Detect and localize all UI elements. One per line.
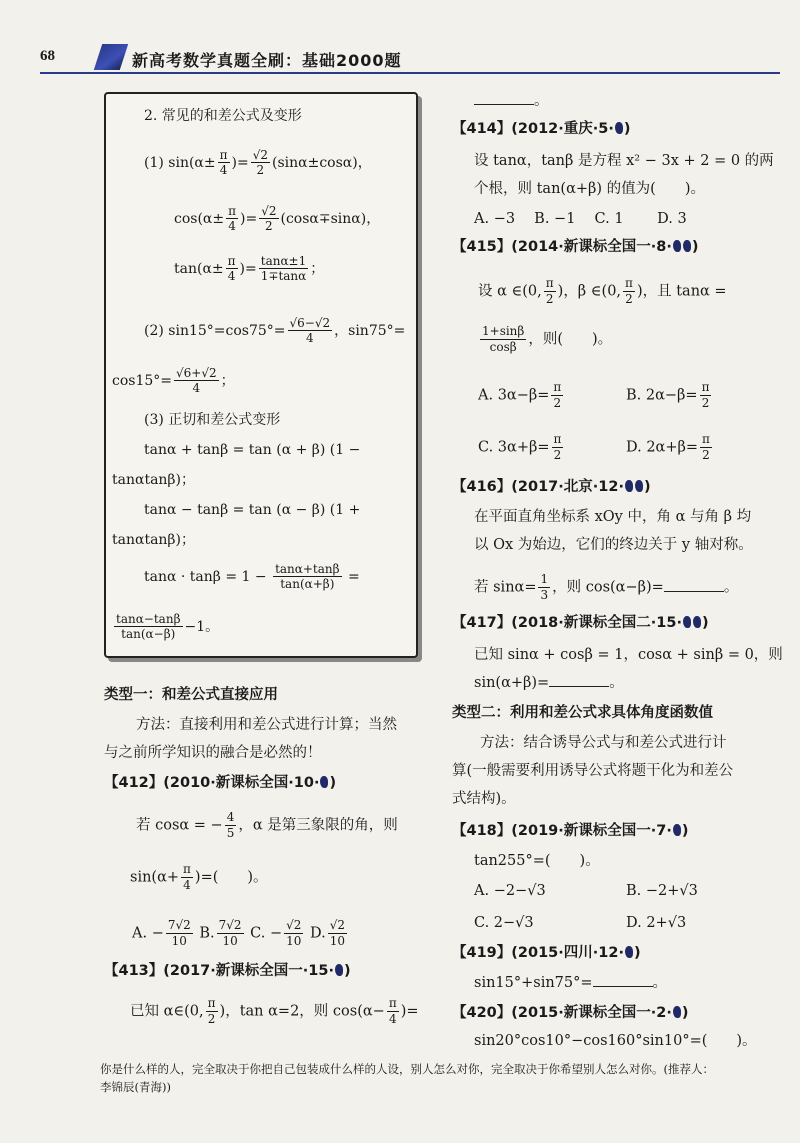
q413-head: 【413】(2017·新课标全国一·15· ) [104,963,351,979]
q415-head: 【415】(2014·新课标全国一·8· ) [452,239,699,255]
q419-head: 【419】(2015·四川·12· ) [452,945,641,961]
page-number: 68 [40,48,55,64]
difficulty-pepper-icon [625,480,633,492]
formula-tan-diff-b: tanαtanβ)； [112,532,195,548]
q412-stem-1: 若 cosα = − $\frac{4}{5}$ ，α 是第三象限的角，则 [136,810,398,840]
type2-title: 类型二：利用和差公式求具体角度函数值 [452,705,713,721]
type2-method-1: 方法：结合诱导公式与和差公式进行计 [480,735,727,751]
q412-options: A. − $\frac{7√2}{10}$ B. $\frac{7√2}{10}$ C. − $\frac{√2}{10}$ D. $\frac{√2}{10}$ [132,918,346,948]
formula-box [104,92,418,658]
q415-option-c: C. 3α+β= $\frac{\pi}{2}$ [478,432,562,462]
header-rule [40,72,780,74]
q413-answer-tail: 。 [474,92,549,110]
type1-title: 类型一：和差公式直接应用 [104,687,278,703]
q416-stem-1: 在平面直角坐标系 xOy 中，角 α 与角 β 均 [474,509,752,525]
q413-stem-1: 已知 α∈(0, $\frac{\pi}{2}$ )，tan α=2，则 cos(α− $\frac{\pi}{4}$ )= [130,996,419,1026]
book-logo-icon [94,44,128,70]
answer-blank[interactable] [549,674,609,687]
difficulty-pepper-icon [673,1006,681,1018]
q415-stem-1: 设 α ∈(0, $\frac{\pi}{2}$ )，β ∈(0, $\frac{\pi}{2}$ )，且 tanα = [478,276,727,306]
q414-options: A. −3 B. −1 C. 1 D. 3 [474,211,687,227]
q414-stem-2: 个根，则 tan(α+β) 的值为( )。 [474,181,705,197]
q415-option-d: D. 2α+β= $\frac{\pi}{2}$ [626,432,710,462]
q415-option-b: B. 2α−β= $\frac{\pi}{2}$ [626,380,710,410]
difficulty-pepper-icon [693,616,701,628]
difficulty-pepper-icon [683,616,691,628]
box-heading: 2. 常见的和差公式及变形 [144,108,302,124]
q418-stem: tan255°=( )。 [474,853,600,869]
answer-blank[interactable] [593,974,653,987]
q416-stem-3: 若 sinα= $\frac{1}{3}$ ，则 cos(α−β)= 。 [474,572,739,602]
box-subheading-tan: (3) 正切和差公式变形 [144,412,281,428]
page-header [40,44,780,74]
difficulty-pepper-icon [683,240,691,252]
difficulty-pepper-icon [320,776,328,788]
footer-quote-line-1: 你是什么样的人，完全取决于你把自己包装成什么样的人设，别人怎么对你，完全取决于你希望别人怎么对你。(推荐人： [100,1062,714,1076]
formula-tan-product-tail: $\frac{\tan\alpha-\tan\beta}{\tan(\alpha-\beta)}$ −1。 [116,612,220,642]
q415-stem-2: $\frac{1+\sin\beta}{\cos\beta}$ ，则( )。 [482,324,613,354]
q416-stem-2: 以 Ox 为始边，它们的终边关于 y 轴对称。 [474,537,753,553]
q414-head: 【414】(2012·重庆·5· ) [452,121,631,137]
type2-method-3: 式结构)。 [452,791,516,807]
q418-option-d: D. 2+√3 [626,915,687,931]
type1-method-1: 方法：直接利用和差公式进行计算；当然 [136,717,397,733]
type2-method-2: 算(一般需要利用诱导公式将题干化为和差公 [452,763,734,779]
formula-tan-product: tanα · tanβ = 1 − $\frac{\tan\alpha+\tan\beta}{\tan(\alpha+\beta)}$ = [144,562,360,592]
formula-cos: cos(α± $\frac{\pi}{4}$ )= $\frac{√2}{2}$ (cosα∓sinα)， [174,204,381,234]
difficulty-pepper-icon [673,240,681,252]
q417-stem-2: sin(α+β)= 。 [474,675,624,691]
difficulty-pepper-icon [335,964,343,976]
formula-tan-sum-a: tanα + tanβ = tan (α + β) (1 − [144,442,361,458]
q415-option-a: A. 3α−β= $\frac{\pi}{2}$ [478,380,562,410]
book-title: 新高考数学真题全刷：基础2000题 [132,51,402,70]
q420-stem: sin20°cos10°−cos160°sin10°=( )。 [474,1033,757,1049]
answer-blank[interactable] [474,92,534,105]
difficulty-pepper-icon [673,824,681,836]
answer-blank[interactable] [664,579,724,592]
q418-option-b: B. −2+√3 [626,883,698,899]
q419-stem: sin15°+sin75°= 。 [474,975,668,991]
q414-stem-1: 设 tanα，tanβ 是方程 x² − 3x + 2 = 0 的两 [474,153,774,169]
q418-head: 【418】(2019·新课标全国一·7· ) [452,823,689,839]
q418-option-a: A. −2−√3 [474,883,546,899]
formula-tan-sum-b: tanαtanβ)； [112,472,195,488]
formula-sin15: (2) sin15°=cos75°= $\frac{√6-√2}{4}$ ，sin75°= [144,316,406,346]
q412-stem-2: sin(α+ $\frac{\pi}{4}$ )=( )。 [130,862,268,892]
formula-cos15: cos15°= $\frac{√6+√2}{4}$ ； [112,366,235,396]
footer-quote-line-2: 李锦辰(青海)) [100,1080,171,1095]
formula-sin: (1) sin(α± $\frac{\pi}{4}$ )= $\frac{√2}{2}$ (sinα±cosα)， [144,148,372,178]
type1-method-2: 与之前所学知识的融合是必然的！ [104,745,322,761]
footer-quote [100,1060,780,1097]
q412-head: 【412】(2010·新课标全国·10· ) [104,775,337,791]
q420-head: 【420】(2015·新课标全国一·2· ) [452,1005,689,1021]
difficulty-pepper-icon [615,122,623,134]
difficulty-pepper-icon [625,946,633,958]
q416-head: 【416】(2017·北京·12· ) [452,479,651,495]
q418-option-c: C. 2−√3 [474,915,534,931]
formula-tan-diff-a: tanα − tanβ = tan (α − β) (1 + [144,502,361,518]
formula-tan: tan(α± $\frac{\pi}{4}$ )= $\frac{\tan\alpha\pm 1}{1\mp\tan\alpha}$ ； [174,254,325,284]
q417-stem-1: 已知 sinα + cosβ = 1，cosα + sinβ = 0，则 [474,647,783,663]
difficulty-pepper-icon [635,480,643,492]
q417-head: 【417】(2018·新课标全国二·15· ) [452,615,709,631]
